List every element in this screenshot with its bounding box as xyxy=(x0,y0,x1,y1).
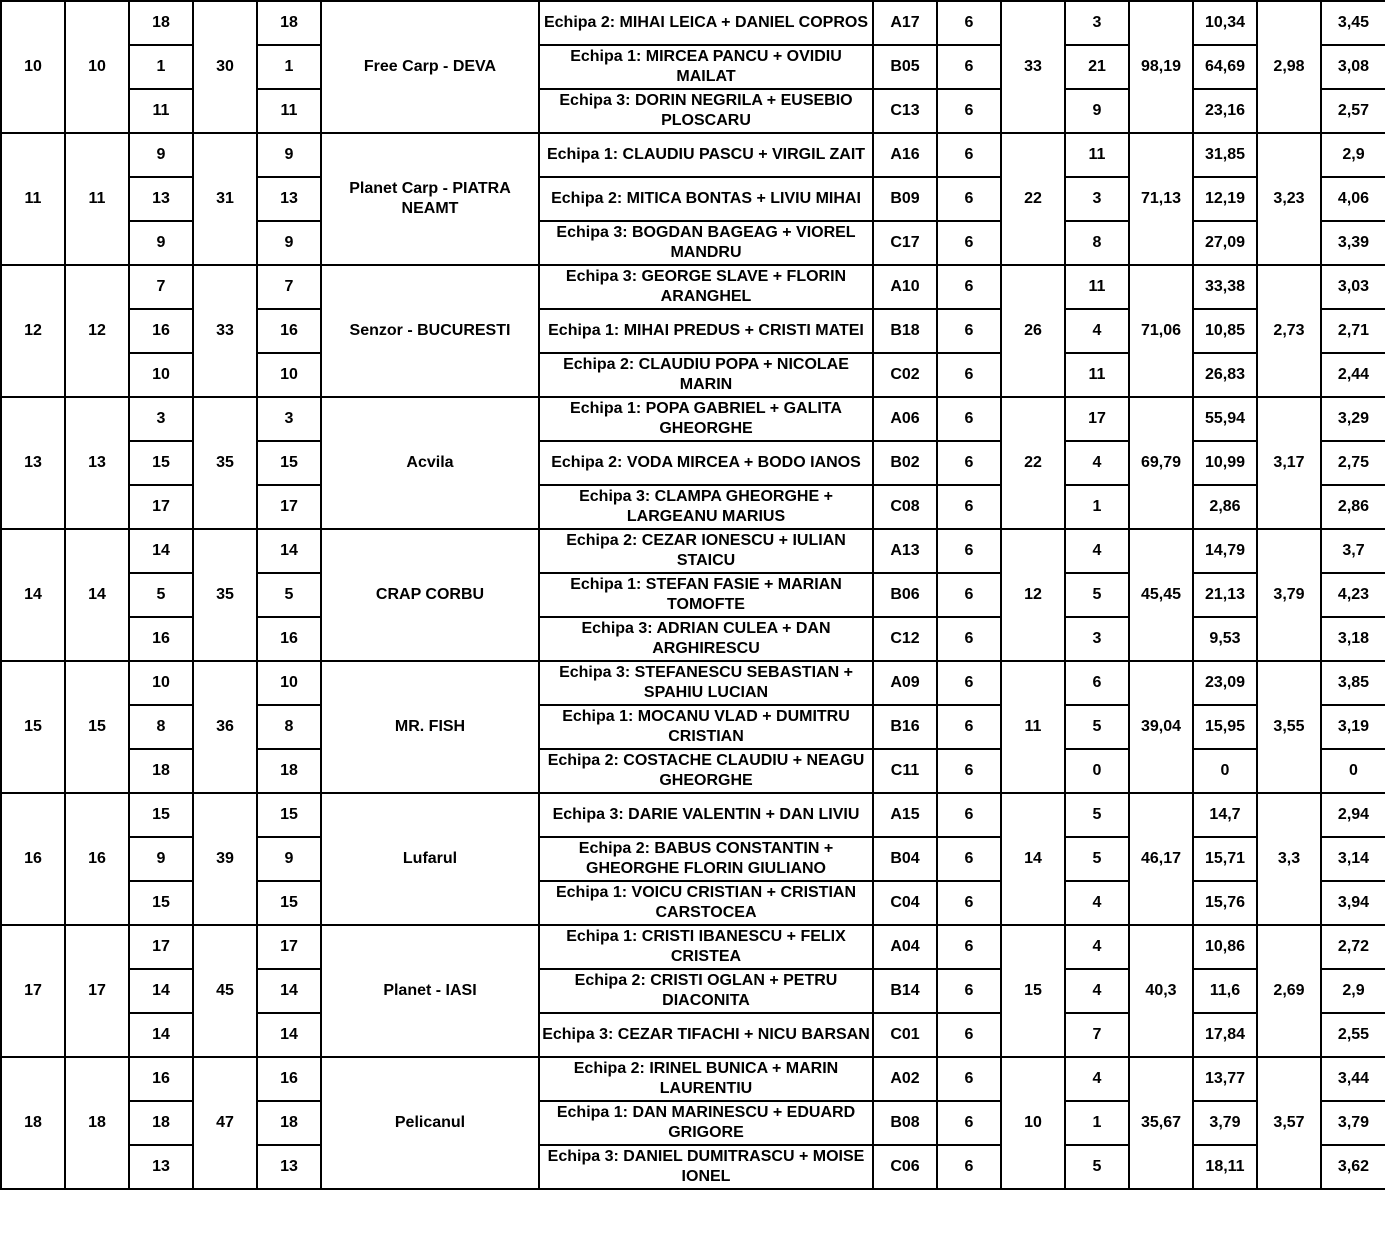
sector-cell: B14 xyxy=(873,969,937,1013)
weight-cell: 33,38 xyxy=(1193,265,1257,309)
fish-count-cell: 9 xyxy=(1065,89,1129,133)
weight-cell: 10,34 xyxy=(1193,1,1257,45)
position-cell-2: 3 xyxy=(257,397,321,441)
average-cell: 2,94 xyxy=(1321,793,1385,837)
rank-cell: 11 xyxy=(1,133,65,265)
sector-cell: B04 xyxy=(873,837,937,881)
team-cell: Echipa 3: ADRIAN CULEA + DAN ARGHIRESCU xyxy=(539,617,873,661)
position-cell: 14 xyxy=(129,529,193,573)
weight-cell: 15,76 xyxy=(1193,881,1257,925)
team-cell: Echipa 1: MIHAI PREDUS + CRISTI MATEI xyxy=(539,309,873,353)
weight-cell: 18,11 xyxy=(1193,1145,1257,1189)
weight-cell: 10,85 xyxy=(1193,309,1257,353)
weight-cell: 23,09 xyxy=(1193,661,1257,705)
team-cell: Echipa 1: CLAUDIU PASCU + VIRGIL ZAIT xyxy=(539,133,873,177)
position-cell: 17 xyxy=(129,485,193,529)
average-cell: 3,62 xyxy=(1321,1145,1385,1189)
position-cell: 15 xyxy=(129,881,193,925)
position-cell-2: 15 xyxy=(257,793,321,837)
table-row xyxy=(1,1057,1385,1101)
average-cell: 2,55 xyxy=(1321,1013,1385,1057)
fish-count-cell: 11 xyxy=(1065,353,1129,397)
position-cell-2: 16 xyxy=(257,309,321,353)
sector-cell: C11 xyxy=(873,749,937,793)
average-total-cell: 3,55 xyxy=(1257,661,1321,793)
fish-count-cell: 5 xyxy=(1065,793,1129,837)
hours-cell: 6 xyxy=(937,1101,1001,1145)
hours-cell: 6 xyxy=(937,573,1001,617)
weight-cell: 10,86 xyxy=(1193,925,1257,969)
hours-cell: 6 xyxy=(937,397,1001,441)
position-cell: 18 xyxy=(129,749,193,793)
hours-cell: 6 xyxy=(937,925,1001,969)
hours-cell: 6 xyxy=(937,1,1001,45)
table-row xyxy=(1,529,1385,573)
rank-cell-2: 15 xyxy=(65,661,129,793)
position-cell: 10 xyxy=(129,661,193,705)
position-total-cell: 31 xyxy=(193,133,257,265)
average-cell: 2,86 xyxy=(1321,485,1385,529)
team-cell: Echipa 1: VOICU CRISTIAN + CRISTIAN CARSTOCEA xyxy=(539,881,873,925)
weight-total-cell: 40,3 xyxy=(1129,925,1193,1057)
club-name-cell: Pelicanul xyxy=(321,1057,539,1189)
weight-total-cell: 98,19 xyxy=(1129,1,1193,133)
weight-cell: 11,6 xyxy=(1193,969,1257,1013)
position-cell: 9 xyxy=(129,837,193,881)
fish-count-cell: 1 xyxy=(1065,485,1129,529)
position-cell: 16 xyxy=(129,1057,193,1101)
fish-count-cell: 4 xyxy=(1065,881,1129,925)
average-cell: 3,14 xyxy=(1321,837,1385,881)
team-cell: Echipa 3: GEORGE SLAVE + FLORIN ARANGHEL xyxy=(539,265,873,309)
fish-total-cell: 33 xyxy=(1001,1,1065,133)
rank-cell-2: 12 xyxy=(65,265,129,397)
position-total-cell: 45 xyxy=(193,925,257,1057)
hours-cell: 6 xyxy=(937,705,1001,749)
weight-cell: 31,85 xyxy=(1193,133,1257,177)
average-cell: 3,44 xyxy=(1321,1057,1385,1101)
hours-cell: 6 xyxy=(937,617,1001,661)
hours-cell: 6 xyxy=(937,441,1001,485)
fish-total-cell: 22 xyxy=(1001,133,1065,265)
position-total-cell: 35 xyxy=(193,529,257,661)
fish-total-cell: 26 xyxy=(1001,265,1065,397)
fish-count-cell: 4 xyxy=(1065,441,1129,485)
fish-count-cell: 4 xyxy=(1065,1057,1129,1101)
position-total-cell: 39 xyxy=(193,793,257,925)
hours-cell: 6 xyxy=(937,837,1001,881)
team-cell: Echipa 3: STEFANESCU SEBASTIAN + SPAHIU LUCIAN xyxy=(539,661,873,705)
rank-cell: 16 xyxy=(1,793,65,925)
weight-cell: 64,69 xyxy=(1193,45,1257,89)
weight-cell: 26,83 xyxy=(1193,353,1257,397)
average-total-cell: 2,73 xyxy=(1257,265,1321,397)
hours-cell: 6 xyxy=(937,1013,1001,1057)
position-cell-2: 9 xyxy=(257,221,321,265)
club-name-cell: Planet Carp - PIATRA NEAMT xyxy=(321,133,539,265)
position-cell: 13 xyxy=(129,177,193,221)
position-total-cell: 36 xyxy=(193,661,257,793)
weight-cell: 23,16 xyxy=(1193,89,1257,133)
average-cell: 4,23 xyxy=(1321,573,1385,617)
average-cell: 2,57 xyxy=(1321,89,1385,133)
average-cell: 3,18 xyxy=(1321,617,1385,661)
position-cell-2: 18 xyxy=(257,1101,321,1145)
average-cell: 0 xyxy=(1321,749,1385,793)
hours-cell: 6 xyxy=(937,353,1001,397)
average-cell: 3,94 xyxy=(1321,881,1385,925)
sector-cell: A13 xyxy=(873,529,937,573)
average-total-cell: 2,98 xyxy=(1257,1,1321,133)
position-cell-2: 10 xyxy=(257,353,321,397)
fish-count-cell: 5 xyxy=(1065,573,1129,617)
hours-cell: 6 xyxy=(937,309,1001,353)
sector-cell: A09 xyxy=(873,661,937,705)
hours-cell: 6 xyxy=(937,221,1001,265)
team-cell: Echipa 3: DARIE VALENTIN + DAN LIVIU xyxy=(539,793,873,837)
position-cell: 8 xyxy=(129,705,193,749)
fish-count-cell: 0 xyxy=(1065,749,1129,793)
average-cell: 3,19 xyxy=(1321,705,1385,749)
position-cell: 16 xyxy=(129,309,193,353)
rank-cell: 12 xyxy=(1,265,65,397)
average-cell: 2,44 xyxy=(1321,353,1385,397)
hours-cell: 6 xyxy=(937,133,1001,177)
team-cell: Echipa 1: MIRCEA PANCU + OVIDIU MAILAT xyxy=(539,45,873,89)
position-cell: 17 xyxy=(129,925,193,969)
team-cell: Echipa 1: DAN MARINESCU + EDUARD GRIGORE xyxy=(539,1101,873,1145)
weight-cell: 55,94 xyxy=(1193,397,1257,441)
average-total-cell: 3,17 xyxy=(1257,397,1321,529)
sector-cell: A17 xyxy=(873,1,937,45)
fish-count-cell: 5 xyxy=(1065,705,1129,749)
average-cell: 2,72 xyxy=(1321,925,1385,969)
position-cell: 7 xyxy=(129,265,193,309)
weight-total-cell: 71,13 xyxy=(1129,133,1193,265)
club-name-cell: Senzor - BUCURESTI xyxy=(321,265,539,397)
rank-cell: 15 xyxy=(1,661,65,793)
sector-cell: B08 xyxy=(873,1101,937,1145)
club-name-cell: Lufarul xyxy=(321,793,539,925)
rank-cell-2: 10 xyxy=(65,1,129,133)
team-cell: Echipa 2: IRINEL BUNICA + MARIN LAURENTIU xyxy=(539,1057,873,1101)
position-cell-2: 15 xyxy=(257,881,321,925)
weight-cell: 3,79 xyxy=(1193,1101,1257,1145)
hours-cell: 6 xyxy=(937,969,1001,1013)
club-name-cell: Planet - IASI xyxy=(321,925,539,1057)
position-cell: 18 xyxy=(129,1101,193,1145)
position-total-cell: 35 xyxy=(193,397,257,529)
position-cell-2: 17 xyxy=(257,925,321,969)
team-cell: Echipa 3: DORIN NEGRILA + EUSEBIO PLOSCARU xyxy=(539,89,873,133)
hours-cell: 6 xyxy=(937,1057,1001,1101)
position-cell: 14 xyxy=(129,1013,193,1057)
team-cell: Echipa 3: CEZAR TIFACHI + NICU BARSAN xyxy=(539,1013,873,1057)
position-cell-2: 8 xyxy=(257,705,321,749)
sector-cell: A10 xyxy=(873,265,937,309)
position-cell: 9 xyxy=(129,133,193,177)
position-cell: 15 xyxy=(129,441,193,485)
sector-cell: C04 xyxy=(873,881,937,925)
average-cell: 3,79 xyxy=(1321,1101,1385,1145)
table-row xyxy=(1,1,1385,45)
fish-total-cell: 10 xyxy=(1001,1057,1065,1189)
sector-cell: B18 xyxy=(873,309,937,353)
position-cell-2: 14 xyxy=(257,1013,321,1057)
weight-cell: 2,86 xyxy=(1193,485,1257,529)
fish-count-cell: 3 xyxy=(1065,617,1129,661)
fish-total-cell: 12 xyxy=(1001,529,1065,661)
weight-total-cell: 71,06 xyxy=(1129,265,1193,397)
hours-cell: 6 xyxy=(937,485,1001,529)
team-cell: Echipa 2: CEZAR IONESCU + IULIAN STAICU xyxy=(539,529,873,573)
club-name-cell: Acvila xyxy=(321,397,539,529)
position-cell-2: 1 xyxy=(257,45,321,89)
rank-cell-2: 18 xyxy=(65,1057,129,1189)
hours-cell: 6 xyxy=(937,1145,1001,1189)
sector-cell: C08 xyxy=(873,485,937,529)
position-cell-2: 14 xyxy=(257,529,321,573)
position-cell-2: 9 xyxy=(257,133,321,177)
rank-cell: 17 xyxy=(1,925,65,1057)
hours-cell: 6 xyxy=(937,793,1001,837)
club-name-cell: Free Carp - DEVA xyxy=(321,1,539,133)
team-cell: Echipa 2: MIHAI LEICA + DANIEL COPROS xyxy=(539,1,873,45)
fish-count-cell: 11 xyxy=(1065,265,1129,309)
weight-total-cell: 69,79 xyxy=(1129,397,1193,529)
position-total-cell: 33 xyxy=(193,265,257,397)
weight-total-cell: 39,04 xyxy=(1129,661,1193,793)
fish-count-cell: 3 xyxy=(1065,177,1129,221)
rank-cell: 13 xyxy=(1,397,65,529)
team-cell: Echipa 2: MITICA BONTAS + LIVIU MIHAI xyxy=(539,177,873,221)
position-cell-2: 7 xyxy=(257,265,321,309)
average-cell: 3,29 xyxy=(1321,397,1385,441)
fish-count-cell: 17 xyxy=(1065,397,1129,441)
club-name-cell: CRAP CORBU xyxy=(321,529,539,661)
fish-count-cell: 11 xyxy=(1065,133,1129,177)
fish-total-cell: 14 xyxy=(1001,793,1065,925)
average-cell: 3,7 xyxy=(1321,529,1385,573)
position-total-cell: 30 xyxy=(193,1,257,133)
weight-cell: 15,95 xyxy=(1193,705,1257,749)
weight-cell: 0 xyxy=(1193,749,1257,793)
table-row xyxy=(1,793,1385,837)
fish-count-cell: 6 xyxy=(1065,661,1129,705)
fish-count-cell: 8 xyxy=(1065,221,1129,265)
weight-cell: 12,19 xyxy=(1193,177,1257,221)
rank-cell-2: 13 xyxy=(65,397,129,529)
results-body xyxy=(1,1,1385,1189)
fish-count-cell: 21 xyxy=(1065,45,1129,89)
team-cell: Echipa 3: DANIEL DUMITRASCU + MOISE IONEL xyxy=(539,1145,873,1189)
sector-cell: B06 xyxy=(873,573,937,617)
position-cell-2: 18 xyxy=(257,749,321,793)
average-cell: 3,85 xyxy=(1321,661,1385,705)
position-cell-2: 11 xyxy=(257,89,321,133)
position-cell-2: 13 xyxy=(257,1145,321,1189)
hours-cell: 6 xyxy=(937,881,1001,925)
weight-total-cell: 45,45 xyxy=(1129,529,1193,661)
position-cell: 16 xyxy=(129,617,193,661)
team-cell: Echipa 3: CLAMPA GHEORGHE + LARGEANU MARIUS xyxy=(539,485,873,529)
hours-cell: 6 xyxy=(937,45,1001,89)
position-cell-2: 13 xyxy=(257,177,321,221)
weight-cell: 17,84 xyxy=(1193,1013,1257,1057)
hours-cell: 6 xyxy=(937,661,1001,705)
average-cell: 2,9 xyxy=(1321,969,1385,1013)
hours-cell: 6 xyxy=(937,265,1001,309)
sector-cell: A06 xyxy=(873,397,937,441)
average-cell: 3,39 xyxy=(1321,221,1385,265)
team-cell: Echipa 2: VODA MIRCEA + BODO IANOS xyxy=(539,441,873,485)
hours-cell: 6 xyxy=(937,89,1001,133)
fish-count-cell: 5 xyxy=(1065,1145,1129,1189)
weight-cell: 27,09 xyxy=(1193,221,1257,265)
position-cell: 10 xyxy=(129,353,193,397)
position-cell-2: 16 xyxy=(257,617,321,661)
table-row xyxy=(1,925,1385,969)
position-cell-2: 14 xyxy=(257,969,321,1013)
team-cell: Echipa 1: MOCANU VLAD + DUMITRU CRISTIAN xyxy=(539,705,873,749)
fish-count-cell: 1 xyxy=(1065,1101,1129,1145)
fish-count-cell: 4 xyxy=(1065,309,1129,353)
table-row xyxy=(1,661,1385,705)
weight-cell: 13,77 xyxy=(1193,1057,1257,1101)
rank-cell-2: 11 xyxy=(65,133,129,265)
position-cell: 13 xyxy=(129,1145,193,1189)
hours-cell: 6 xyxy=(937,177,1001,221)
weight-total-cell: 35,67 xyxy=(1129,1057,1193,1189)
position-cell-2: 16 xyxy=(257,1057,321,1101)
fish-count-cell: 4 xyxy=(1065,529,1129,573)
weight-cell: 21,13 xyxy=(1193,573,1257,617)
weight-cell: 15,71 xyxy=(1193,837,1257,881)
position-cell: 9 xyxy=(129,221,193,265)
position-cell: 11 xyxy=(129,89,193,133)
club-name-cell: MR. FISH xyxy=(321,661,539,793)
fish-count-cell: 4 xyxy=(1065,925,1129,969)
position-total-cell: 47 xyxy=(193,1057,257,1189)
average-total-cell: 3,79 xyxy=(1257,529,1321,661)
fish-total-cell: 15 xyxy=(1001,925,1065,1057)
position-cell: 3 xyxy=(129,397,193,441)
table-row xyxy=(1,397,1385,441)
average-total-cell: 3,23 xyxy=(1257,133,1321,265)
sector-cell: C13 xyxy=(873,89,937,133)
team-cell: Echipa 3: BOGDAN BAGEAG + VIOREL MANDRU xyxy=(539,221,873,265)
sector-cell: C12 xyxy=(873,617,937,661)
rank-cell-2: 17 xyxy=(65,925,129,1057)
team-cell: Echipa 1: STEFAN FASIE + MARIAN TOMOFTE xyxy=(539,573,873,617)
fish-count-cell: 7 xyxy=(1065,1013,1129,1057)
position-cell: 14 xyxy=(129,969,193,1013)
position-cell-2: 5 xyxy=(257,573,321,617)
table-row xyxy=(1,133,1385,177)
fish-total-cell: 22 xyxy=(1001,397,1065,529)
fish-count-cell: 5 xyxy=(1065,837,1129,881)
sector-cell: C01 xyxy=(873,1013,937,1057)
weight-cell: 9,53 xyxy=(1193,617,1257,661)
sector-cell: C17 xyxy=(873,221,937,265)
rank-cell: 10 xyxy=(1,1,65,133)
position-cell: 5 xyxy=(129,573,193,617)
average-cell: 3,03 xyxy=(1321,265,1385,309)
hours-cell: 6 xyxy=(937,529,1001,573)
weight-cell: 14,7 xyxy=(1193,793,1257,837)
sector-cell: C06 xyxy=(873,1145,937,1189)
average-cell: 4,06 xyxy=(1321,177,1385,221)
average-cell: 2,71 xyxy=(1321,309,1385,353)
rank-cell: 14 xyxy=(1,529,65,661)
team-cell: Echipa 2: CRISTI OGLAN + PETRU DIACONITA xyxy=(539,969,873,1013)
weight-total-cell: 46,17 xyxy=(1129,793,1193,925)
team-cell: Echipa 2: CLAUDIU POPA + NICOLAE MARIN xyxy=(539,353,873,397)
hours-cell: 6 xyxy=(937,749,1001,793)
average-cell: 3,45 xyxy=(1321,1,1385,45)
sector-cell: B16 xyxy=(873,705,937,749)
sector-cell: B05 xyxy=(873,45,937,89)
table-row xyxy=(1,265,1385,309)
team-cell: Echipa 2: COSTACHE CLAUDIU + NEAGU GHEORGHE xyxy=(539,749,873,793)
sector-cell: A02 xyxy=(873,1057,937,1101)
position-cell: 18 xyxy=(129,1,193,45)
average-cell: 2,9 xyxy=(1321,133,1385,177)
weight-cell: 14,79 xyxy=(1193,529,1257,573)
position-cell: 15 xyxy=(129,793,193,837)
position-cell-2: 15 xyxy=(257,441,321,485)
position-cell-2: 10 xyxy=(257,661,321,705)
fish-count-cell: 3 xyxy=(1065,1,1129,45)
position-cell-2: 9 xyxy=(257,837,321,881)
sector-cell: C02 xyxy=(873,353,937,397)
fish-total-cell: 11 xyxy=(1001,661,1065,793)
team-cell: Echipa 1: POPA GABRIEL + GALITA GHEORGHE xyxy=(539,397,873,441)
sector-cell: B09 xyxy=(873,177,937,221)
average-total-cell: 3,57 xyxy=(1257,1057,1321,1189)
rank-cell-2: 16 xyxy=(65,793,129,925)
average-cell: 3,08 xyxy=(1321,45,1385,89)
sector-cell: A16 xyxy=(873,133,937,177)
team-cell: Echipa 2: BABUS CONSTANTIN + GHEORGHE FLORIN GIULIANO xyxy=(539,837,873,881)
rank-cell-2: 14 xyxy=(65,529,129,661)
position-cell-2: 17 xyxy=(257,485,321,529)
rank-cell: 18 xyxy=(1,1057,65,1189)
average-total-cell: 2,69 xyxy=(1257,925,1321,1057)
average-total-cell: 3,3 xyxy=(1257,793,1321,925)
team-cell: Echipa 1: CRISTI IBANESCU + FELIX CRISTEA xyxy=(539,925,873,969)
sector-cell: B02 xyxy=(873,441,937,485)
average-cell: 2,75 xyxy=(1321,441,1385,485)
sector-cell: A04 xyxy=(873,925,937,969)
position-cell: 1 xyxy=(129,45,193,89)
fish-count-cell: 4 xyxy=(1065,969,1129,1013)
weight-cell: 10,99 xyxy=(1193,441,1257,485)
sector-cell: A15 xyxy=(873,793,937,837)
position-cell-2: 18 xyxy=(257,1,321,45)
